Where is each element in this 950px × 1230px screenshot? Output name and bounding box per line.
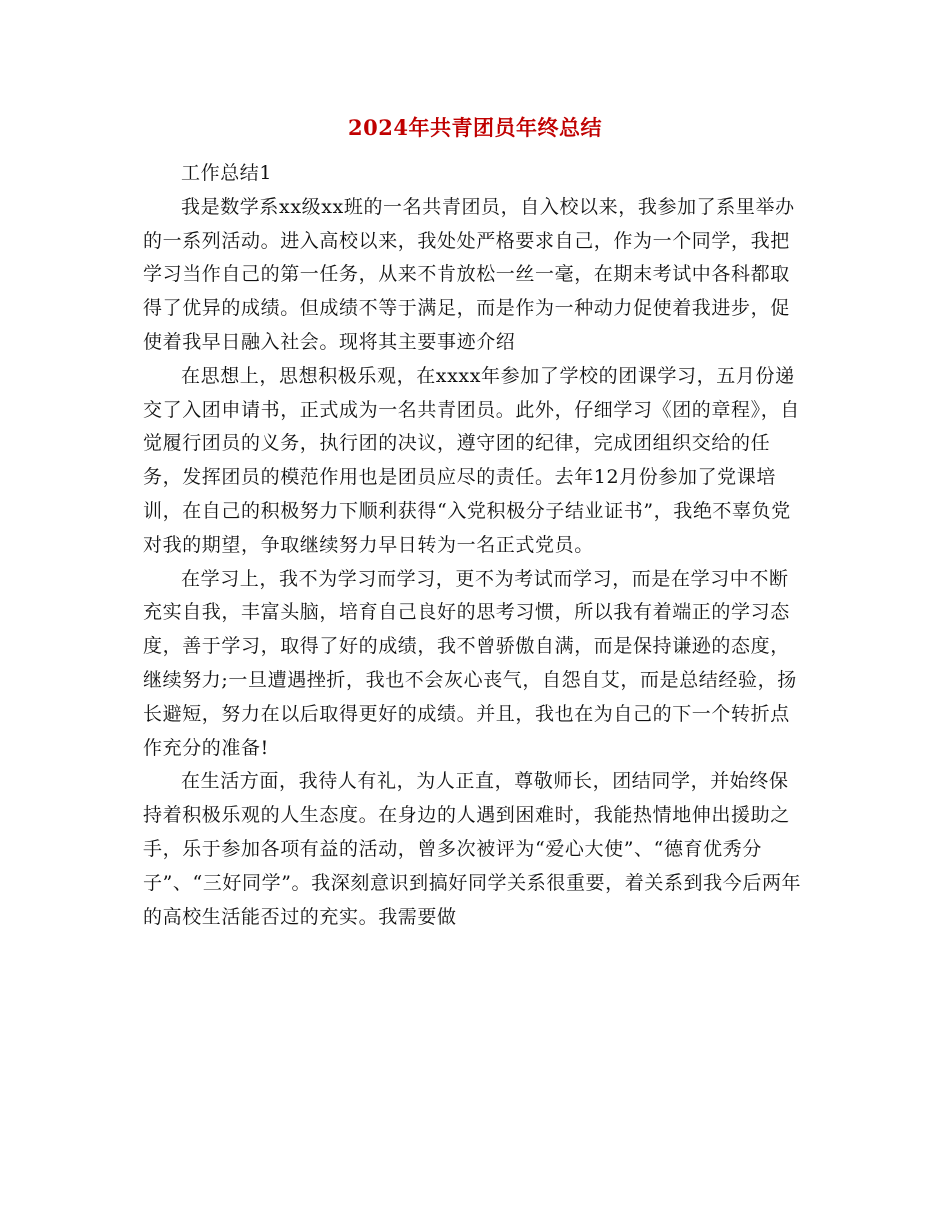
document-title: 2024年共青团员年终总结: [348, 115, 602, 140]
paragraph-study: 在学习上，我不为学习而学习，更不为考试而学习，而是在学习中不断充实自我，丰富头脑，培育自己良好的思考习惯，所以我有着端正的学习态度，善于学习，取得了好的成绩，我不曾骄傲自满，而是保持谦逊的态度，继续努力;一旦遭遇挫折，我也不会灰心丧气，自怨自艾，而是总结经验，扬长避短，努力在以后取得更好的成绩。并且，我也在为自己的下一个转折点作充分的准备!: [143, 567, 797, 759]
section-heading: 工作总结1: [181, 162, 273, 184]
paragraph-ideology: 在思想上，思想积极乐观，在xxxx年参加了学校的团课学习，五月份递交了入团申请书，正式成为一名共青团员。此外，仔细学习《团的章程》，自觉履行团员的义务，执行团的决议，遵守团的纪律，完成团组织交给的任务，发挥团员的模范作用也是团员应尽的责任。去年12月份参加了党课培训，在自己的积极努力下顺利获得“入党积极分子结业证书”，我绝不辜负党对我的期望，争取继续努力早日转为一名正式党员。: [143, 364, 800, 556]
paragraph-intro: 我是数学系xx级xx班的一名共青团员，自入校以来，我参加了系里举办的一系列活动。进入高校以来，我处处严格要求自己，作为一个同学，我把学习当作自己的第一任务，从来不肯放松一丝一毫，在期末考试中各科都取得了优异的成绩。但成绩不等于满足，而是作为一种动力促使着我进步，促使着我早日融入社会。现将其主要事迹介绍: [143, 195, 795, 353]
paragraph-life: 在生活方面，我待人有礼，为人正直，尊敬师长，团结同学，并始终保持着积极乐观的人生态度。在身边的人遇到困难时，我能热情地伸出援助之手，乐于参加各项有益的活动，曾多次被评为“爱心大使”、“德育优秀分子”、“三好同学”。我深刻意识到搞好同学关系很重要，着关系到我今后两年的高校生活能否过的充实。我需要做: [143, 770, 802, 928]
document-body: [143, 157, 803, 934]
